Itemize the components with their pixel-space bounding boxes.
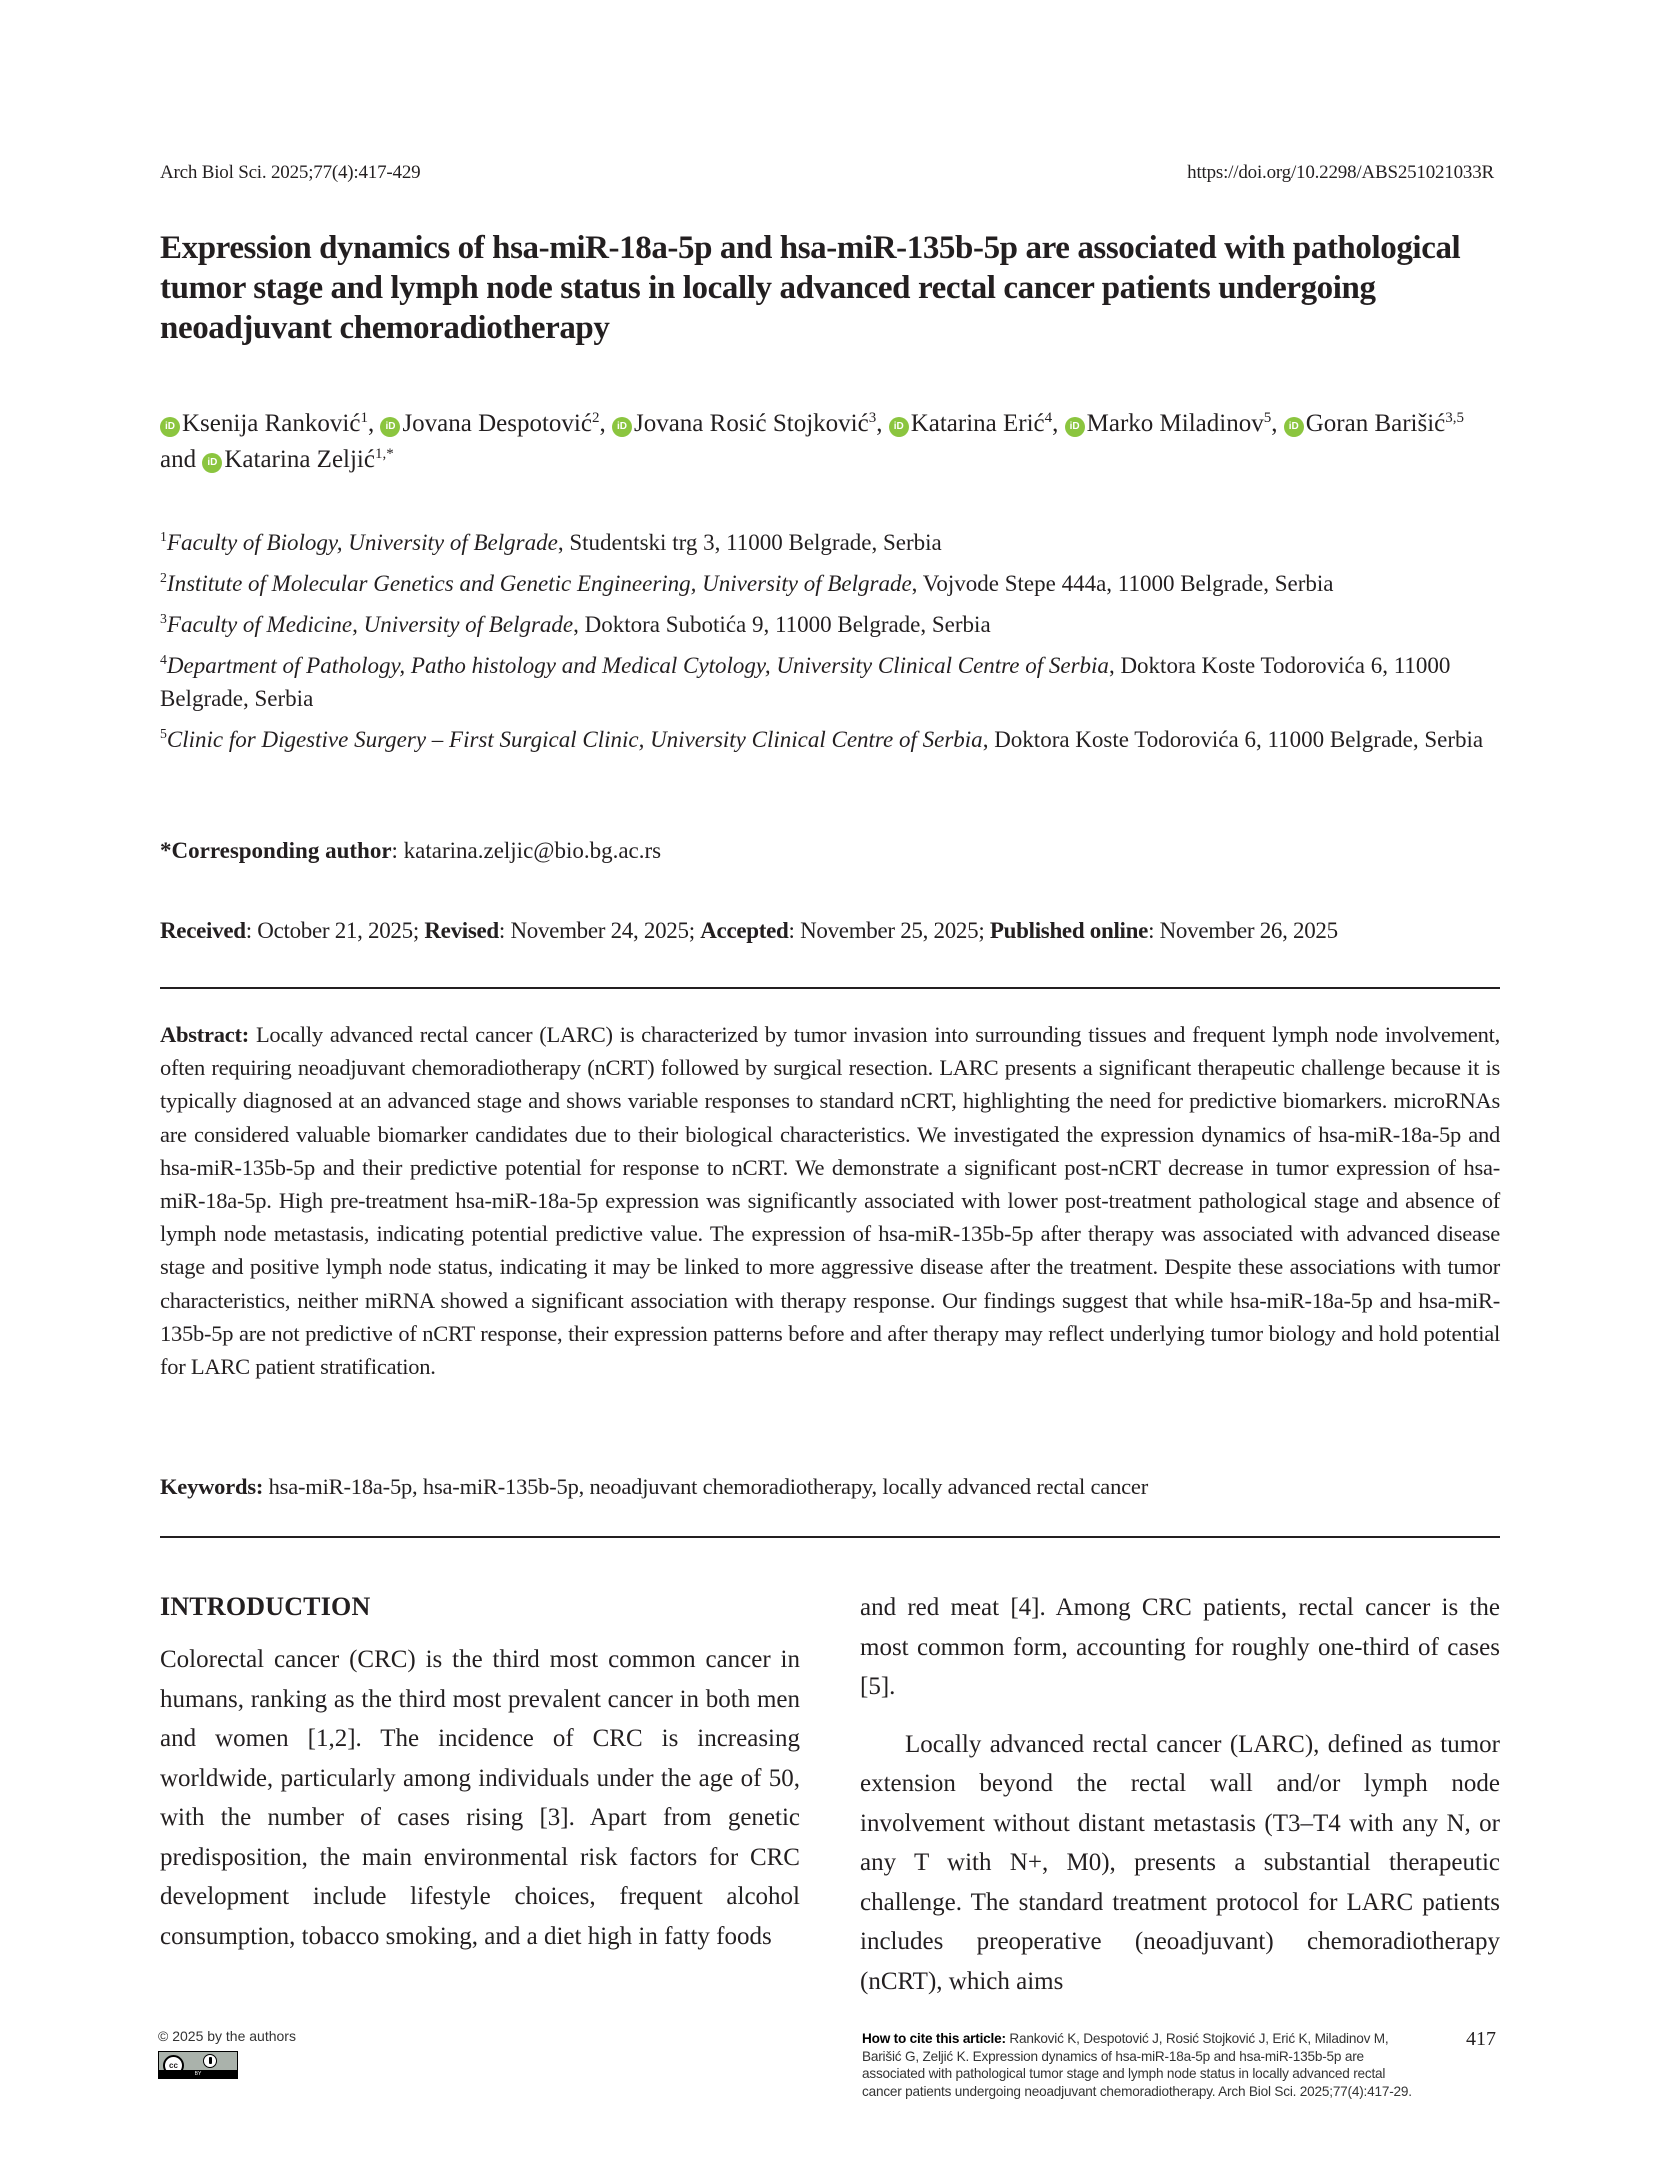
- cc-by-license-badge[interactable]: [158, 2051, 238, 2079]
- affiliation-number: 1: [160, 529, 167, 544]
- author-affiliation-ref: 2: [591, 410, 600, 426]
- author-affiliation-ref: 1: [360, 410, 368, 426]
- orcid-icon[interactable]: iD: [1065, 417, 1085, 437]
- page-number: 417: [1466, 2028, 1496, 2050]
- author-separator: ,: [599, 410, 612, 437]
- article-dates: Received: October 21, 2025; Revised: November 24, 2025; Accepted: November 25, 2025; Published online: November 26, 2025: [160, 918, 1338, 943]
- author-affiliation-ref: 3: [868, 410, 877, 426]
- author-name[interactable]: Ksenija Ranković: [182, 410, 361, 437]
- affiliation-address: , Doktora Subotića 9, 11000 Belgrade, Serbia: [573, 612, 991, 637]
- corresponding-author-email[interactable]: katarina.zeljic@bio.bg.ac.rs: [403, 838, 662, 863]
- author-name[interactable]: Goran Barišić: [1305, 410, 1446, 437]
- paragraph: and red meat [4]. Among CRC patients, rectal cancer is the most common form, accounting for roughly one-third of cases [5].: [860, 1594, 1500, 1700]
- author-separator: ,: [876, 410, 889, 437]
- article-title: Expression dynamics of hsa-miR-18a-5p and hsa-miR-135b-5p are associated with pathological tumor stage and lymph node status in locally advanced rectal cancer patients undergoing neoadjuvant chemoradiotherapy: [160, 230, 1461, 346]
- affiliation-number: 3: [160, 611, 167, 626]
- affiliation-list: [160, 526, 1500, 764]
- affiliation: [160, 608, 1500, 641]
- orcid-icon[interactable]: iD: [889, 417, 909, 437]
- author: [612, 410, 889, 437]
- published-date: November 26, 2025: [1159, 918, 1338, 943]
- revised-label: Revised: [424, 918, 499, 943]
- author-affiliation-ref: 4: [1044, 410, 1053, 426]
- citation-text: Ranković K, Despotović J, Rosić Stojković J, Erić K, Miladinov M, Barišić G, Zeljić K. Expression dynamics of hsa-miR-18a-5p and hsa-miR-135b-5p are associated with pathological tumor stage and lymph node status in locally advanced rectal cancer patients undergoing neoadjuvant chemoradiotherapy. Arch Biol Sci. 2025;77(4):417-29.: [862, 2031, 1412, 2099]
- received-label: Received: [160, 918, 246, 943]
- keywords: [160, 1474, 1500, 1500]
- affiliation-number: 5: [160, 726, 167, 741]
- author-affiliation-ref: 5: [1263, 410, 1272, 426]
- abstract: [160, 1018, 1500, 1383]
- paragraph: Locally advanced rectal cancer (LARC), defined as tumor extension beyond the rectal wall and/or lymph node involvement without distant metastasis (T3–T4 with any N, or any T with N+, M0), presents a substantial therapeutic challenge. The standard treatment protocol for LARC patients includes preoperative (neoadjuvant) chemoradiotherapy (nCRT), which aims: [860, 1730, 1500, 1995]
- affiliation: [160, 526, 1500, 559]
- author: [380, 410, 612, 437]
- attribution-person-icon: [203, 2054, 217, 2068]
- accepted-date: November 25, 2025: [800, 918, 979, 943]
- author-separator: and: [160, 446, 203, 473]
- affiliation-institution: Faculty of Biology, University of Belgrade: [166, 530, 558, 555]
- abstract-text: Locally advanced rectal cancer (LARC) is characterized by tumor invasion into surrounding tissues and frequent lymph node involvement, often requiring neoadjuvant chemoradiotherapy (nCRT) followed by surgical resection. LARC presents a significant therapeutic challenge because it is typically diagnosed at an advanced stage and shows variable responses to standard nCRT, highlighting the need for predictive biomarkers. microRNAs are considered valuable biomarker candidates due to their biological characteristics. We investigated the expression dynamics of hsa-miR-18a-5p and hsa-miR-135b-5p and their predictive potential for response to nCRT. We demonstrate a significant post-nCRT decrease in tumor expression of hsa-miR-18a-5p. High pre-treatment hsa-miR-18a-5p expression was significantly associated with lower post-treatment pathological stage and absence of lymph node metastasis, indicating potential predictive value. The expression of hsa-miR-135b-5p after therapy was associated with advanced disease stage and positive lymph node status, indicating it may be linked to more aggressive disease after the treatment. Despite these associations with tumor characteristics, neither miRNA showed a significant association with therapy response. Our findings suggest that while hsa-miR-18a-5p and hsa-miR-135b-5p are not predictive of nCRT response, their expression patterns before and after therapy may reflect underlying tumor biology and hold potential for LARC patient stratification.: [160, 1022, 1501, 1380]
- affiliation-address: , Studentski trg 3, 11000 Belgrade, Serbia: [557, 530, 942, 555]
- column-left: [160, 1640, 800, 1956]
- journal-reference: Arch Biol Sci. 2025;77(4):417-429: [160, 162, 421, 183]
- author-list: [160, 406, 1500, 478]
- corresponding-author-label: *Corresponding author: [160, 838, 392, 863]
- keywords-label: Keywords:: [160, 1474, 264, 1499]
- affiliation-institution: Institute of Molecular Genetics and Genetic Engineering, University of Belgrade: [166, 571, 912, 596]
- keywords-text: hsa-miR-18a-5p, hsa-miR-135b-5p, neoadjuvant chemoradiotherapy, locally advanced rectal cancer: [268, 1474, 1149, 1499]
- received-date: October 21, 2025: [257, 918, 413, 943]
- doi-link[interactable]: https://doi.org/10.2298/ABS251021033R: [1187, 162, 1494, 183]
- author-separator: ,: [367, 410, 381, 437]
- author-name[interactable]: Katarina Erić: [910, 410, 1045, 437]
- orcid-icon[interactable]: iD: [380, 417, 400, 437]
- citation-label: How to cite this article:: [862, 2031, 1006, 2046]
- author-name[interactable]: Jovana Despotović: [402, 410, 592, 437]
- copyright-notice: © 2025 by the authors: [158, 2028, 296, 2044]
- affiliation: [160, 567, 1500, 600]
- accepted-label: Accepted: [700, 918, 789, 943]
- published-label: Published online: [989, 918, 1149, 943]
- corresponding-author: [160, 838, 661, 864]
- author-affiliation-ref: 3,5: [1445, 410, 1465, 426]
- affiliation-institution: Department of Pathology, Patho histology and Medical Cytology, University Clinical Centre of Serbia: [166, 653, 1109, 678]
- affiliation-address: , Doktora Koste Todorovića 6, 11000 Belgrade, Serbia: [982, 727, 1484, 752]
- author: [889, 410, 1065, 437]
- author-name[interactable]: Marko Miladinov: [1086, 410, 1264, 437]
- author: [1065, 410, 1284, 437]
- divider-top: [160, 987, 1500, 989]
- author-name[interactable]: Katarina Zeljić: [224, 446, 375, 473]
- author-name[interactable]: Jovana Rosić Stojković: [633, 410, 869, 437]
- affiliation-institution: Faculty of Medicine, University of Belgrade: [166, 612, 574, 637]
- column-right: [860, 1588, 1500, 2001]
- paragraph: Colorectal cancer (CRC) is the third most common cancer in humans, ranking as the third most prevalent cancer in both men and women [1,2]. The incidence of CRC is increasing worldwide, particularly among individuals under the age of 50, with the number of cases rising [3]. Apart from genetic predisposition, the main environmental risk factors for CRC development include lifestyle choices, frequent alcohol consumption, tobacco smoking, and a diet high in fatty foods: [160, 1646, 800, 1950]
- affiliation-number: 4: [160, 652, 167, 667]
- author-affiliation-ref: 1,*: [374, 446, 394, 462]
- colon: :: [391, 838, 404, 863]
- affiliation-number: 2: [160, 570, 167, 585]
- divider-bottom: [160, 1536, 1500, 1538]
- affiliation-address: , Vojvode Stepe 444a, 11000 Belgrade, Serbia: [911, 571, 1334, 596]
- author-separator: ,: [1271, 410, 1284, 437]
- how-to-cite: [862, 2030, 1422, 2100]
- orcid-icon[interactable]: iD: [160, 417, 180, 437]
- author: [160, 410, 380, 437]
- abstract-label: Abstract:: [160, 1022, 249, 1047]
- affiliation: [160, 723, 1500, 756]
- author: [202, 446, 393, 473]
- affiliation-address: , Doktora Koste Todorovića 6, 11000 Belgrade, Serbia: [160, 653, 1451, 711]
- affiliation: [160, 649, 1500, 715]
- orcid-icon[interactable]: iD: [612, 417, 632, 437]
- affiliation-institution: Clinic for Digestive Surgery – First Surgical Clinic, University Clinical Centre of Serbia: [166, 727, 983, 752]
- section-heading-introduction: INTRODUCTION: [160, 1592, 371, 1621]
- orcid-icon[interactable]: iD: [202, 453, 222, 473]
- revised-date: November 24, 2025: [510, 918, 689, 943]
- author-separator: ,: [1052, 410, 1065, 437]
- orcid-icon[interactable]: iD: [1284, 417, 1304, 437]
- creative-commons-icon: cc: [163, 2055, 184, 2076]
- license-by-label: BY: [159, 2070, 237, 2078]
